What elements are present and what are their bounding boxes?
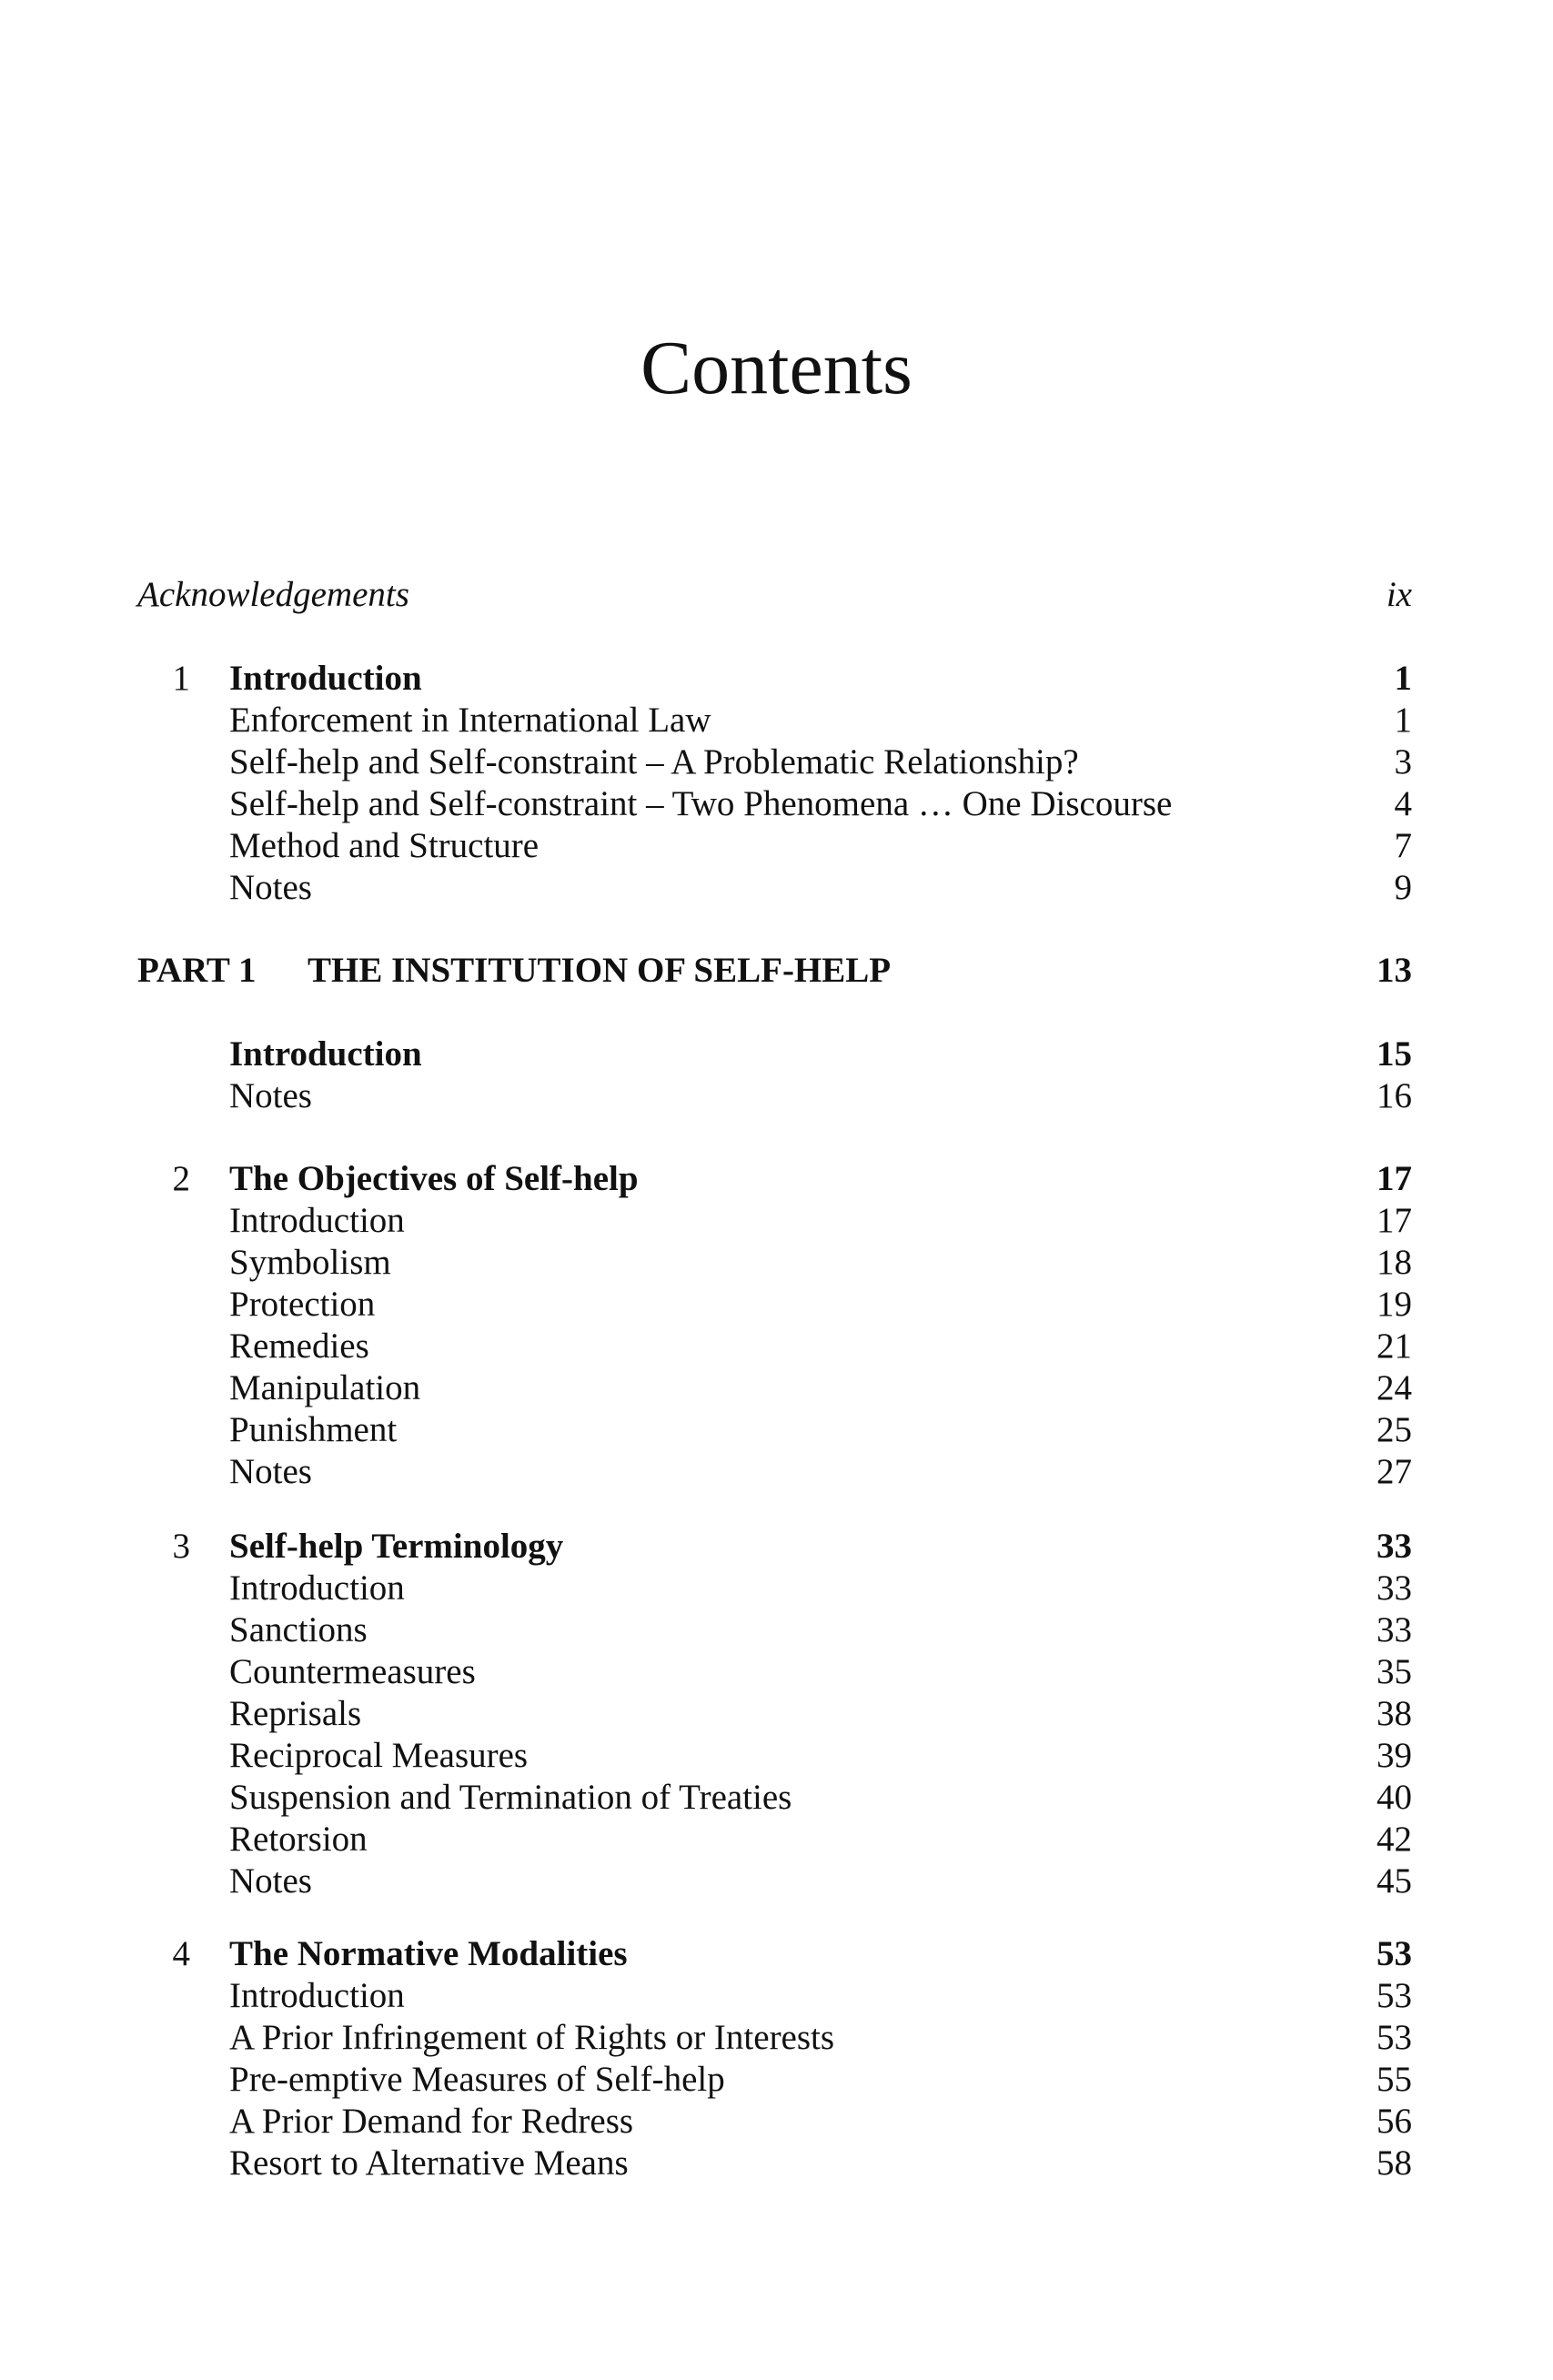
section-page: 42	[1377, 1820, 1412, 1859]
toc-section[interactable]	[137, 867, 1412, 909]
chapter-title: Self-help Terminology	[229, 1527, 564, 1566]
page-title: Contents	[640, 326, 913, 410]
toc-section[interactable]	[137, 2017, 1412, 2059]
section-page: 18	[1377, 1243, 1412, 1282]
toc-section[interactable]	[137, 2143, 1412, 2184]
toc-section[interactable]	[137, 1693, 1412, 1735]
section-title: Enforcement in International Law	[229, 701, 711, 740]
section-page: 53	[1377, 1976, 1412, 2015]
toc-section[interactable]	[137, 1735, 1412, 1777]
section-title: Introduction	[229, 1976, 405, 2015]
section-title: Notes	[229, 1861, 312, 1901]
section-page: 53	[1377, 2018, 1412, 2057]
toc-chapter-4[interactable]	[137, 1933, 1412, 1975]
section-title: Manipulation	[229, 1368, 421, 1407]
section-page: 15	[1377, 1034, 1412, 1074]
section-title: Method and Structure	[229, 826, 540, 865]
section-page: 21	[1377, 1326, 1412, 1366]
section-page: 33	[1377, 1610, 1412, 1649]
section-title: Reciprocal Measures	[229, 1736, 529, 1775]
toc-entry-acknowledgements[interactable]	[137, 574, 1412, 616]
part-title: THE INSTITUTION OF SELF-HELP	[308, 951, 892, 990]
chapter-number: 2	[172, 1159, 190, 1198]
section-title: Protection	[229, 1285, 376, 1324]
chapter-page: 17	[1377, 1159, 1412, 1198]
section-title: Symbolism	[229, 1243, 391, 1282]
section-page: 24	[1377, 1368, 1412, 1407]
chapter-title: The Normative Modalities	[229, 1934, 628, 1973]
section-page: 27	[1377, 1452, 1412, 1491]
toc-section[interactable]	[137, 1075, 1412, 1117]
section-title: A Prior Infringement of Rights or Interests	[229, 2018, 835, 2057]
chapter-number: 3	[172, 1527, 190, 1566]
section-page: 4	[1394, 784, 1412, 823]
chapter-page: 33	[1377, 1527, 1412, 1566]
toc-section[interactable]	[137, 1200, 1412, 1242]
section-page: 40	[1377, 1778, 1412, 1817]
toc-section[interactable]	[137, 1242, 1412, 1284]
toc-section[interactable]	[137, 1651, 1412, 1693]
toc-part-introduction[interactable]	[137, 1034, 1412, 1075]
section-title: Introduction	[229, 1201, 405, 1240]
section-title: Pre-emptive Measures of Self-help	[229, 2060, 725, 2099]
toc-section[interactable]	[137, 2101, 1412, 2143]
toc-section[interactable]	[137, 1975, 1412, 2017]
section-page: 3	[1394, 742, 1412, 782]
chapter-number: 1	[172, 659, 190, 698]
section-title: Self-help and Self-constraint – Two Phenomena … One Discourse	[229, 784, 1173, 823]
chapter-title: Introduction	[229, 659, 422, 698]
section-title: Suspension and Termination of Treaties	[229, 1778, 792, 1817]
section-page: 45	[1377, 1861, 1412, 1901]
section-title: Countermeasures	[229, 1652, 476, 1691]
section-title: Remedies	[229, 1326, 369, 1366]
toc-entry-label: Acknowledgements	[137, 575, 409, 614]
toc-section[interactable]	[137, 1609, 1412, 1651]
chapter-number: 4	[172, 1934, 190, 1973]
chapter-title: The Objectives of Self-help	[229, 1159, 639, 1198]
part-page: 13	[1377, 951, 1412, 990]
section-title: Retorsion	[229, 1820, 368, 1859]
section-title: Self-help and Self-constraint – A Problematic Relationship?	[229, 742, 1079, 782]
toc-section[interactable]	[137, 1367, 1412, 1409]
section-title: Notes	[229, 1076, 312, 1115]
toc-section[interactable]	[137, 2059, 1412, 2101]
toc-chapter-3[interactable]	[137, 1526, 1412, 1568]
section-page: 56	[1377, 2102, 1412, 2141]
toc-section[interactable]	[137, 1819, 1412, 1861]
section-title: Introduction	[229, 1568, 405, 1608]
part-number: PART 1	[137, 951, 257, 990]
toc-section[interactable]	[137, 700, 1412, 741]
toc-section[interactable]	[137, 825, 1412, 867]
section-page: 38	[1377, 1694, 1412, 1733]
section-page: 7	[1394, 826, 1412, 865]
toc-chapter-1[interactable]	[137, 658, 1412, 700]
section-title: Punishment	[229, 1410, 398, 1449]
section-title: Notes	[229, 1452, 312, 1491]
section-page: 58	[1377, 2143, 1412, 2183]
section-page: 1	[1394, 701, 1412, 740]
toc-part-1[interactable]	[137, 950, 1412, 992]
chapter-page: 53	[1377, 1934, 1412, 1973]
section-page: 35	[1377, 1652, 1412, 1691]
toc-section[interactable]	[137, 1284, 1412, 1326]
toc-section[interactable]	[137, 1451, 1412, 1493]
section-title: A Prior Demand for Redress	[229, 2102, 634, 2141]
toc-entry-page: ix	[1386, 575, 1412, 614]
chapter-page: 1	[1394, 659, 1412, 698]
section-page: 17	[1377, 1201, 1412, 1240]
toc-section[interactable]	[137, 1777, 1412, 1819]
toc-section[interactable]	[137, 741, 1412, 783]
section-title: Sanctions	[229, 1610, 368, 1649]
section-page: 39	[1377, 1736, 1412, 1775]
section-title: Introduction	[229, 1034, 422, 1074]
section-page: 25	[1377, 1410, 1412, 1449]
section-title: Reprisals	[229, 1694, 362, 1733]
section-title: Notes	[229, 868, 312, 907]
toc-section[interactable]	[137, 1326, 1412, 1367]
section-page: 16	[1377, 1076, 1412, 1115]
toc-section[interactable]	[137, 783, 1412, 825]
section-page: 19	[1377, 1285, 1412, 1324]
section-page: 55	[1377, 2060, 1412, 2099]
toc-section[interactable]	[137, 1861, 1412, 1902]
section-title: Resort to Alternative Means	[229, 2143, 629, 2183]
toc-chapter-2[interactable]	[137, 1158, 1412, 1200]
toc-section[interactable]	[137, 1568, 1412, 1609]
section-page: 9	[1394, 868, 1412, 907]
section-page: 33	[1377, 1568, 1412, 1608]
toc-section[interactable]	[137, 1409, 1412, 1451]
